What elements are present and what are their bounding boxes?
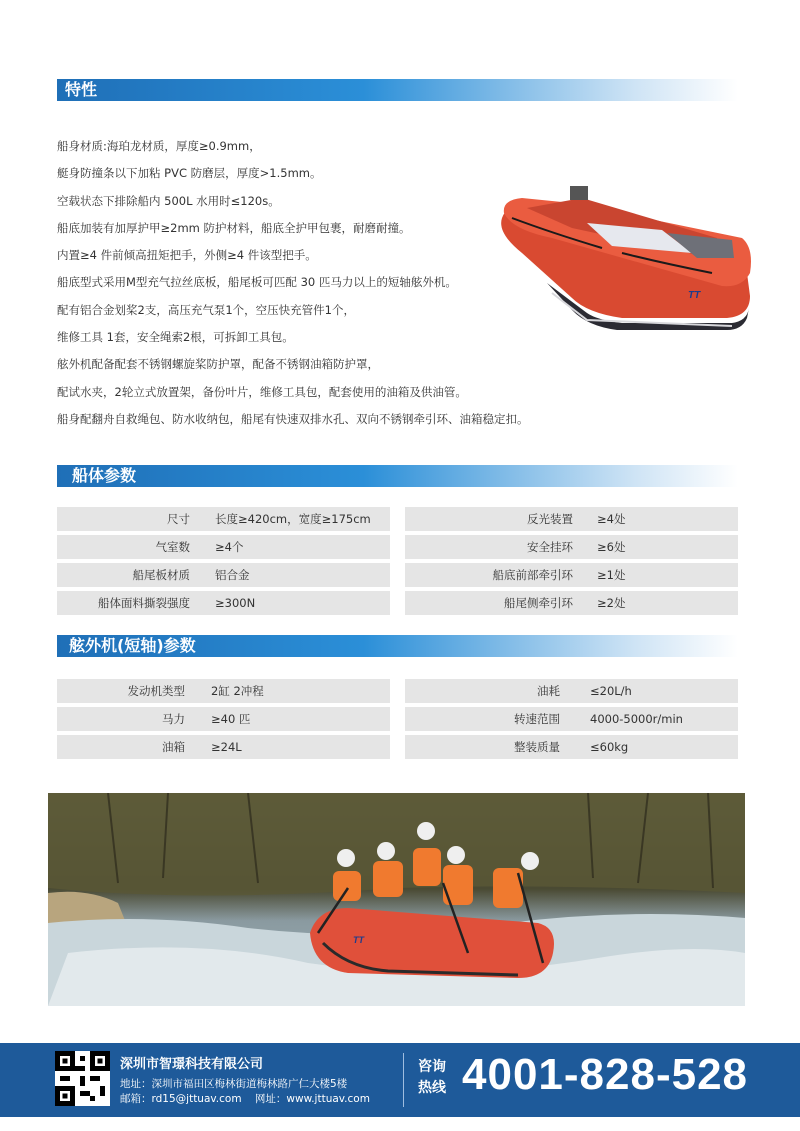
email-website-line: 邮箱：rd15@jttuav.com 网址：www.jttuav.com — [120, 1093, 370, 1105]
section-header-hull — [57, 465, 738, 487]
hotline-number: 4001-828-528 — [462, 1050, 749, 1099]
contact-info — [120, 1077, 370, 1107]
feature-item: 船底型式采用M型充气拉丝底板，船尾板可匹配 30 匹马力以上的短轴舷外机。 — [57, 275, 457, 290]
features-list — [57, 133, 529, 433]
spec-row — [405, 507, 738, 531]
spec-label: 船体面料撕裂强度 — [98, 596, 190, 610]
feature-item: 维修工具 1套，安全绳索2根，可拆卸工具包。 — [57, 330, 294, 345]
spec-row — [405, 679, 738, 703]
spec-label: 油耗 — [537, 684, 560, 698]
spec-label: 油箱 — [162, 740, 185, 754]
spec-value: 4000-5000r/min — [590, 712, 683, 726]
footer-banner — [0, 1043, 800, 1117]
feature-item: 船身材质:海珀龙材质，厚度≥0.9mm， — [57, 139, 261, 153]
spec-row — [57, 563, 390, 587]
section-header-features — [57, 79, 738, 101]
feature-item: 船底加装有加厚护甲≥2mm 防护材料，船底全护甲包裹，耐磨耐撞。 — [57, 220, 411, 235]
section-title: 舷外机(短轴)参数 — [69, 636, 196, 655]
feature-item: 空载状态下排除船内 500L 水用时≤120s。 — [57, 193, 280, 208]
address-line: 地址：深圳市福田区梅林街道梅林路广仁大楼5楼 — [120, 1078, 348, 1090]
spec-label: 马力 — [162, 712, 185, 726]
boat-product-image — [492, 178, 754, 338]
spec-row — [57, 535, 390, 559]
spec-label: 整装质量 — [514, 740, 560, 754]
spec-value: ≥6处 — [597, 540, 626, 554]
feature-item: 配试水夹，2轮立式放置架，备份叶片，维修工具包，配套使用的油箱及供油管。 — [57, 384, 467, 399]
spec-value: ≥24L — [211, 740, 242, 754]
spec-label: 船尾侧牵引环 — [504, 596, 573, 610]
spec-row — [405, 707, 738, 731]
spec-row — [405, 591, 738, 615]
spec-label: 尺寸 — [167, 512, 190, 526]
company-name: 深圳市智璟科技有限公司 — [120, 1057, 264, 1072]
spec-value: ≥40 匹 — [211, 712, 251, 726]
spec-row — [57, 507, 390, 531]
section-title: 船体参数 — [72, 466, 137, 485]
hotline-label-line: 热线 — [418, 1080, 446, 1096]
spec-row — [57, 591, 390, 615]
spec-value: ≤20L/h — [590, 684, 632, 698]
hotline-label-line: 咨询 — [418, 1059, 446, 1075]
spec-row — [405, 735, 738, 759]
spec-row — [57, 707, 390, 731]
spec-row — [405, 535, 738, 559]
section-header-engine — [57, 635, 738, 657]
feature-item: 艇身防撞条以下加粘 PVC 防磨层，厚度>1.5mm。 — [57, 166, 322, 181]
spec-value: ≥4处 — [597, 512, 626, 526]
spec-value: 2缸 2冲程 — [211, 684, 264, 698]
qr-code-icon — [55, 1051, 110, 1106]
raft-logo: TT — [353, 935, 364, 945]
spec-value: 长度≥420cm，宽度≥175cm — [215, 512, 371, 526]
spec-value: 铝合金 — [215, 568, 250, 582]
spec-label: 转速范围 — [514, 712, 560, 726]
spec-row — [57, 679, 390, 703]
hotline-label — [418, 1057, 454, 1099]
spec-label: 船尾板材质 — [132, 568, 190, 582]
section-title: 特性 — [65, 80, 98, 99]
feature-item: 配有铝合金划桨2支，高压充气泵1个，空压快充管件1个， — [57, 302, 355, 317]
spec-value: ≥2处 — [597, 596, 626, 610]
footer-divider — [403, 1053, 404, 1107]
feature-item: 船身配翻舟自救绳包、防水收纳包，船尾有快速双排水孔、双向不锈钢牵引环、油箱稳定扣。 — [57, 411, 529, 426]
spec-row — [57, 735, 390, 759]
spec-value: ≥300N — [215, 596, 256, 610]
spec-label: 反光装置 — [527, 512, 573, 526]
spec-row — [405, 563, 738, 587]
spec-label: 气室数 — [155, 540, 190, 554]
spec-label: 安全挂环 — [527, 540, 573, 554]
spec-value: ≤60kg — [590, 740, 629, 754]
feature-item: 舷外机配备配套不锈钢螺旋桨防护罩，配备不锈钢油箱防护罩， — [57, 357, 379, 372]
spec-label: 船底前部牵引环 — [492, 568, 573, 582]
boat-logo: TT — [688, 290, 701, 301]
spec-label: 发动机类型 — [127, 684, 185, 698]
spec-value: ≥4个 — [215, 540, 244, 554]
rafting-photo — [48, 793, 745, 1006]
feature-item: 内置≥4 件前倾高扭矩把手，外侧≥4 件该型把手。 — [57, 248, 317, 263]
spec-value: ≥1处 — [597, 568, 626, 582]
